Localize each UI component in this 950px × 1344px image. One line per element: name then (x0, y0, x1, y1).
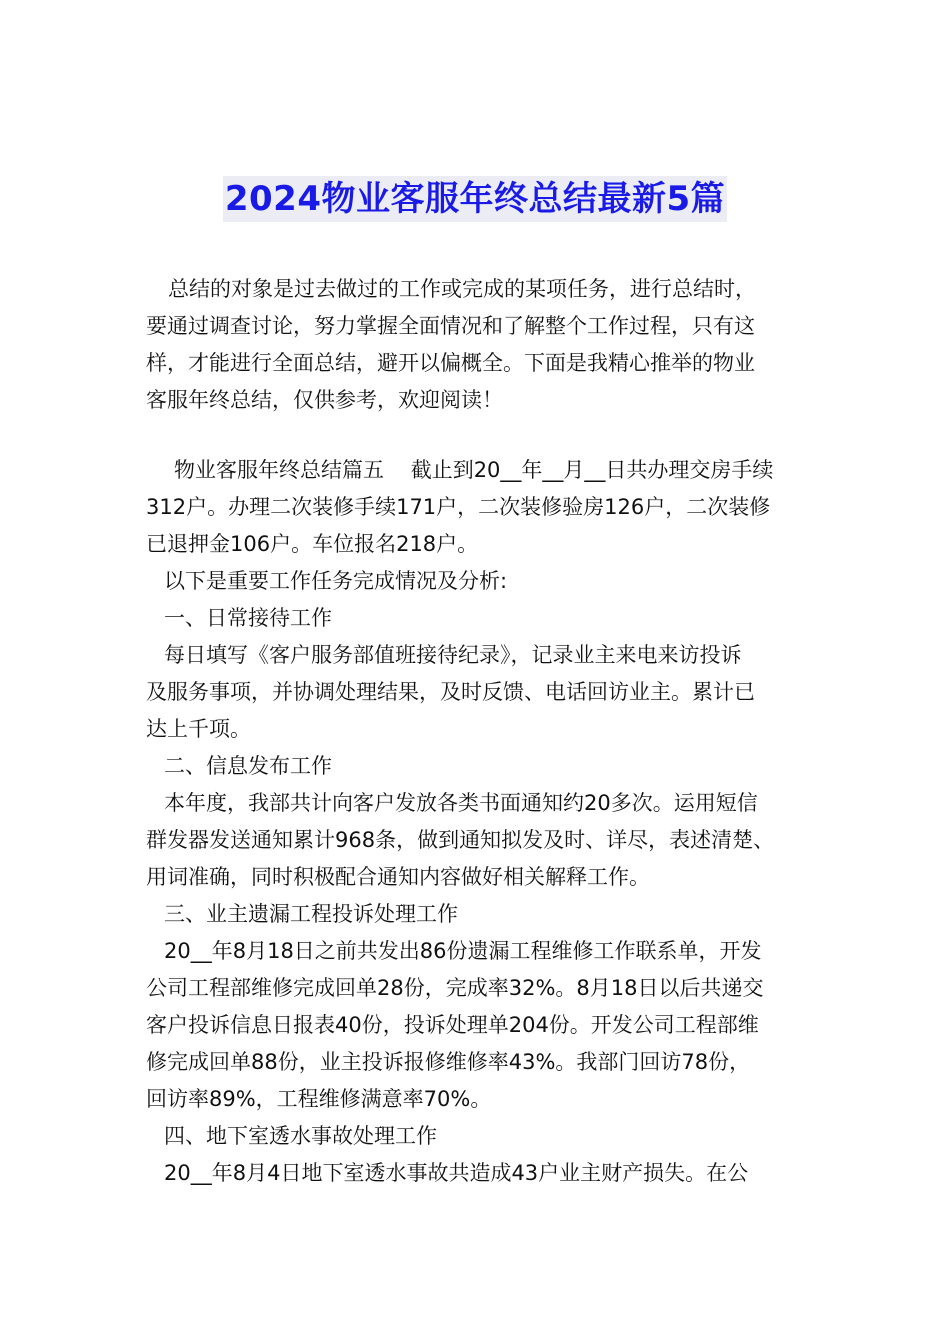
section5-paragraph (146, 452, 826, 563)
section-heading-2: 二、信息发布工作 (164, 754, 332, 778)
paragraph-3-line: 客户投诉信息日报表40份，投诉处理单204份。开发公司工程部维 (146, 1013, 759, 1037)
paragraph-2-line: 群发器发送通知累计968条，做到通知拟发及时、详尽，表述清楚、 (146, 828, 775, 852)
paragraph-3-line: 修完成回单88份，业主投诉报修维修率43%。我部门回访78份， (146, 1050, 751, 1074)
section5-line: 312户。办理二次装修手续171户，二次装修验房126户，二次装修 (146, 495, 771, 519)
paragraph-3-line: 20__年8月18日之前共发出86份遗漏工程维修工作联系单，开发 (164, 939, 762, 963)
section5-line: 物业客服年终总结篇五 截止到20__年__月__日共办理交房手续 (174, 458, 774, 482)
intro-line: 样，才能进行全面总结，避开以偏概全。下面是我精心推举的物业 (146, 351, 755, 375)
paragraph-2-line: 用词准确，同时积极配合通知内容做好相关解释工作。 (146, 865, 650, 889)
paragraph-1-line: 每日填写《客户服务部值班接待纪录》，记录业主来电来访投诉 (164, 643, 742, 667)
title-container (0, 176, 950, 222)
intro-paragraph (146, 271, 826, 419)
analysis-heading: 以下是重要工作任务完成情况及分析: (164, 569, 508, 593)
paragraph-1-line: 及服务事项，并协调处理结果，及时反馈、电话回访业主。累计已 (146, 680, 755, 704)
section-heading-4: 四、地下室透水事故处理工作 (164, 1124, 437, 1148)
section5-line: 已退押金106户。车位报名218户。 (146, 532, 479, 556)
section-heading-1: 一、日常接待工作 (164, 606, 332, 630)
paragraph-3-line: 公司工程部维修完成回单28份，完成率32%。8月18日以后共递交 (146, 976, 764, 1000)
section-heading-3: 三、业主遗漏工程投诉处理工作 (164, 902, 458, 926)
intro-line: 总结的对象是过去做过的工作或完成的某项任务，进行总结时， (168, 277, 756, 301)
analysis-block (146, 563, 826, 1192)
paragraph-4-line: 20__年8月4日地下室透水事故共造成43户业主财产损失。在公 (164, 1161, 749, 1185)
document-title: 2024物业客服年终总结最新5篇 (223, 176, 727, 222)
intro-line: 要通过调查讨论，努力掌握全面情况和了解整个工作过程，只有这 (146, 314, 755, 338)
intro-line: 客服年终总结，仅供参考，欢迎阅读！ (146, 388, 503, 412)
paragraph-3-line: 回访率89%，工程维修满意率70%。 (146, 1087, 492, 1111)
paragraph-1-line: 达上千项。 (146, 717, 251, 741)
paragraph-2-line: 本年度，我部共计向客户发放各类书面通知约20多次。运用短信 (164, 791, 758, 815)
